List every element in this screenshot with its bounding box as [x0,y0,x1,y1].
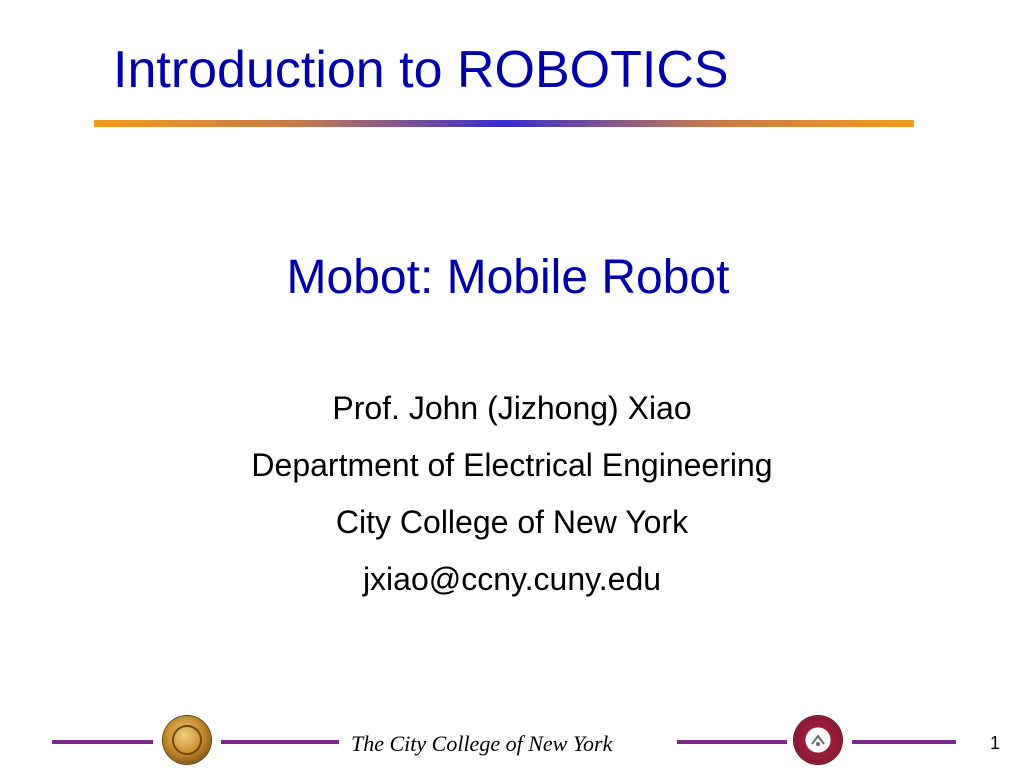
author-name: Prof. John (Jizhong) Xiao [332,390,692,426]
footer-institution: The City College of New York [351,731,613,756]
slide-subtitle: Mobot: Mobile Robot [286,251,730,304]
footer-rule-right [852,740,956,744]
title-underline [94,120,914,127]
page-number: 1 [990,733,1001,753]
author-email: jxiao@ccny.cuny.edu [362,561,662,597]
ccny-seal-icon [163,716,211,764]
ccny-robotics-lab-seal-icon [794,716,842,764]
footer-rule-left-middle [221,740,339,744]
author-institution: City College of New York [335,504,689,540]
author-department: Department of Electrical Engineering [251,447,773,483]
author-info [0,387,1024,615]
footer-rule-left [52,740,153,744]
slide-title: Introduction to ROBOTICS [113,41,729,99]
footer-rule-right-middle [677,740,787,744]
